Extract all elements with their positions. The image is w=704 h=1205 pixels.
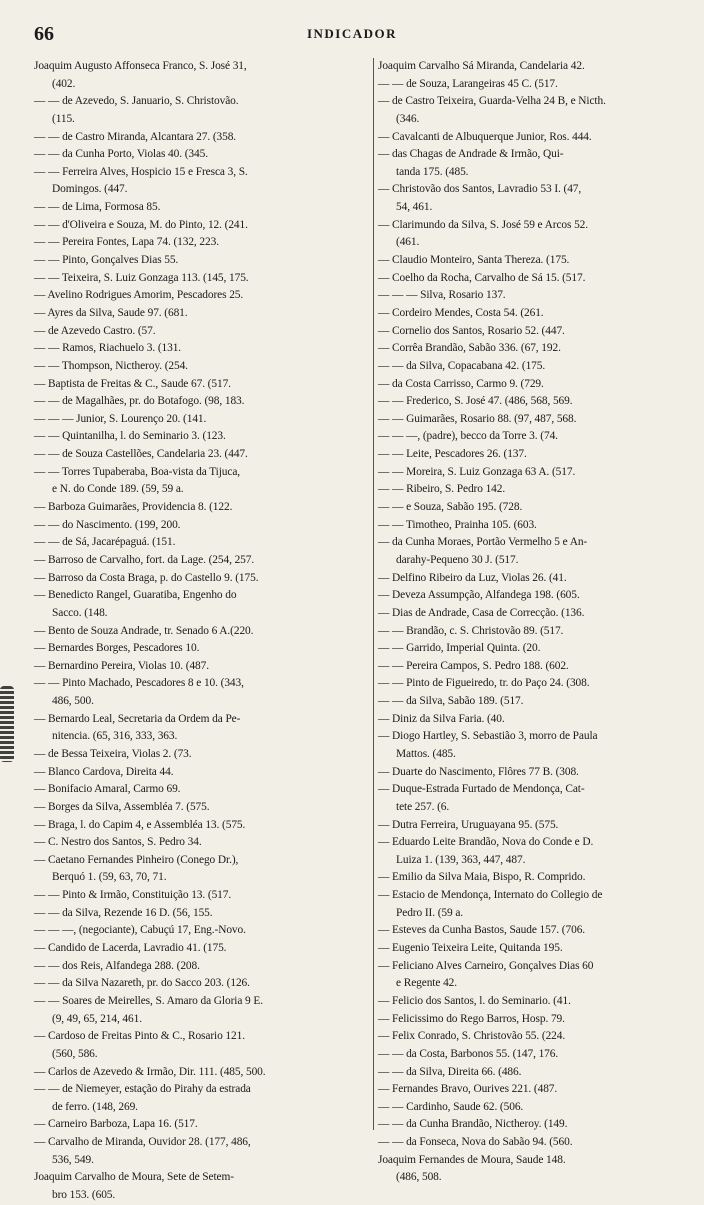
directory-entry-line: (402. (52, 77, 76, 90)
directory-entry-line: — Borges da Silva, Assembléa 7. (575. (34, 800, 210, 813)
left-column (34, 58, 370, 1201)
directory-entry-line: — — — Junior, S. Lourenço 20. (141. (34, 412, 207, 425)
directory-entry-line: Mattos. (485. (396, 747, 456, 760)
directory-entry-line: tete 257. (6. (396, 800, 450, 813)
directory-entry-line: — — Garrido, Imperial Quinta. (20. (378, 642, 541, 655)
directory-entry-line: — — d'Oliveira e Souza, M. do Pinto, 12. (241. (34, 218, 248, 231)
directory-entry-line: — — dos Reis, Alfandega 288. (208. (34, 959, 200, 972)
directory-entry-line: — de Azevedo Castro. (57. (34, 324, 156, 337)
directory-entry-line: nitencia. (65, 316, 333, 363. (52, 730, 178, 743)
directory-entry-line: (461. (396, 236, 420, 249)
directory-entry-line: — da Costa Carrisso, Carmo 9. (729. (378, 377, 544, 390)
directory-entry-line: 486, 500. (52, 695, 94, 708)
directory-entry-line: — de Castro Teixeira, Guarda-Velha 24 B, e Nicth. (378, 95, 606, 108)
directory-entry-line: — Barroso da Costa Braga, p. do Castello 9. (175. (34, 571, 259, 584)
directory-entry-line: — C. Nestro dos Santos, S. Pedro 34. (34, 836, 202, 849)
directory-entry-line: — — Moreira, S. Luiz Gonzaga 63 A. (517. (378, 465, 576, 478)
directory-entry-line: — Dias de Andrade, Casa de Correcção. (136. (378, 606, 585, 619)
directory-entry-line: — Eugenio Teixeira Leite, Quitanda 195. (378, 942, 563, 955)
directory-entry-line: — Barboza Guimarães, Providencia 8. (122. (34, 501, 233, 514)
directory-entry-line: — — Ribeiro, S. Pedro 142. (378, 483, 506, 496)
directory-entry-line: — — da Silva, Sabão 189. (517. (378, 695, 524, 708)
directory-entry-line: — Bento de Souza Andrade, tr. Senado 6 A.(220. (34, 624, 254, 637)
directory-entry-line: — — de Souza Castellões, Candelaria 23. (447. (34, 448, 248, 461)
directory-entry-line: — — de Souza, Larangeiras 45 C. (517. (378, 77, 558, 90)
directory-entry-line: — — da Silva Nazareth, pr. do Sacco 203. (126. (34, 977, 250, 990)
binding-edge-mark (0, 686, 14, 762)
directory-entry-line: — Emilio da Silva Maia, Bispo, R. Comprido. (378, 871, 586, 884)
directory-entry-line: — Caetano Fernandes Pinheiro (Conego Dr.), (34, 853, 239, 866)
directory-entry-line: — Eduardo Leite Brandão, Nova do Conde e D. (378, 836, 594, 849)
directory-entry-line: — — da Silva, Direita 66. (486. (378, 1065, 522, 1078)
directory-entry-line: — — Torres Tupaberaba, Boa-vista da Tijuca, (34, 465, 241, 478)
directory-entry-line: — — Brandão, c. S. Christovão 89. (517. (378, 624, 564, 637)
directory-entry-line: — Cardoso de Freitas Pinto & C., Rosario 121. (34, 1030, 245, 1043)
directory-entry-line: — Felix Conrado, S. Christovão 55. (224. (378, 1030, 566, 1043)
directory-entry-line: — Barroso de Carvalho, fort. da Lage. (254, 257. (34, 553, 255, 566)
directory-entry-line: (115. (52, 112, 75, 125)
directory-entry-line: — — de Magalhães, pr. do Botafogo. (98, 183. (34, 395, 245, 408)
directory-entry-line: 54, 461. (396, 201, 433, 214)
page-title: INDICADOR (306, 26, 398, 41)
directory-entry-line: — — Teixeira, S. Luiz Gonzaga 113. (145, 175. (34, 271, 249, 284)
directory-entry-line: Sacco. (148. (52, 606, 108, 619)
directory-entry-line: Joaquim Augusto Affonseca Franco, S. José 31, (34, 60, 247, 72)
directory-entry-line: — Avelino Rodrigues Amorim, Pescadores 25. (34, 289, 244, 302)
directory-entry-line: — — Leite, Pescadores 26. (137. (378, 448, 527, 461)
directory-entry-line: — Esteves da Cunha Bastos, Saude 157. (706. (378, 924, 586, 937)
directory-entry-line: — — — Silva, Rosario 137. (378, 289, 506, 302)
directory-entry-line: — Carvalho de Miranda, Ouvidor 28. (177, 486, (34, 1136, 251, 1149)
directory-entry-line: Berquó 1. (59, 63, 70, 71. (52, 871, 167, 884)
directory-entry-line: — Baptista de Freitas & C., Saude 67. (517. (34, 377, 231, 390)
directory-entry-line: Joaquim Carvalho de Moura, Sete de Setem- (34, 1171, 234, 1184)
directory-entry-line: — Delfino Ribeiro da Luz, Violas 26. (41. (378, 571, 567, 584)
directory-entry-line: — Bernardino Pereira, Violas 10. (487. (34, 659, 209, 672)
directory-entry-line: — — da Silva, Copacabana 42. (175. (378, 359, 546, 372)
directory-entry-line: — — Pinto Machado, Pescadores 8 e 10. (343, (34, 677, 244, 690)
directory-entry-line: — — Pinto & Irmão, Constituição 13. (517. (34, 889, 232, 902)
directory-entry-line: — Duque-Estrada Furtado de Mendonça, Cat- (378, 783, 585, 796)
directory-entry-line: — — de Castro Miranda, Alcantara 27. (358. (34, 130, 237, 143)
directory-entry-line: — — de Azevedo, S. Januario, S. Christovão. (34, 95, 239, 108)
directory-entry-line: — Coelho da Rocha, Carvalho de Sá 15. (517. (378, 271, 586, 284)
directory-entry-line: — — da Fonseca, Nova do Sabão 94. (560. (378, 1136, 573, 1149)
directory-entry-line: — — de Lima, Formosa 85. (34, 201, 161, 214)
right-column (378, 58, 700, 1184)
directory-entry-line: — Felicio dos Santos, l. do Seminario. (41. (378, 994, 571, 1007)
directory-entry-line: — Claudio Monteiro, Santa Thereza. (175. (378, 254, 570, 267)
directory-entry-line: — Clarimundo da Silva, S. José 59 e Arcos 52. (378, 218, 589, 231)
directory-entry-line: — — Pereira Campos, S. Pedro 188. (602. (378, 659, 569, 672)
directory-entry-line: de ferro. (148, 269. (52, 1100, 138, 1113)
directory-entry-line: — — —, (padre), becco da Torre 3. (74. (378, 430, 558, 443)
directory-entry-line: — Dutra Ferreira, Uruguayana 95. (575. (378, 818, 559, 831)
directory-entry-line: — Duarte do Nascimento, Flôres 77 B. (308. (378, 765, 579, 778)
directory-entry-line: — Corrêa Brandão, Sabão 336. (67, 192. (378, 342, 561, 355)
directory-entry-line: (9, 49, 65, 214, 461. (52, 1012, 142, 1025)
directory-entry-line: — — Timotheo, Prainha 105. (603. (378, 518, 537, 531)
directory-entry-line: — — Ferreira Alves, Hospicio 15 e Fresca 3, S. (34, 165, 248, 178)
directory-entry-line: Domingos. (447. (52, 183, 128, 196)
directory-entry-line: Joaquim Carvalho Sá Miranda, Candelaria 42. (378, 60, 585, 72)
directory-entry-line: — das Chagas de Andrade & Irmão, Qui- (378, 148, 564, 161)
directory-entry-line: — — Thompson, Nictheroy. (254. (34, 359, 188, 372)
directory-entry-line: — Felicissimo do Rego Barros, Hosp. 79. (378, 1012, 565, 1025)
directory-entry-line: — Bernardes Borges, Pescadores 10. (34, 642, 200, 655)
directory-entry-line: (486, 508. (396, 1171, 442, 1184)
directory-entry-line: Luiza 1. (139, 363, 447, 487. (396, 853, 526, 866)
directory-entry-line: — da Cunha Moraes, Portão Vermelho 5 e An- (378, 536, 588, 549)
column-divider (373, 58, 374, 1130)
directory-entry-line: — Carneiro Barboza, Lapa 16. (517. (34, 1118, 198, 1131)
directory-entry-line: e Regente 42. (396, 977, 458, 990)
directory-entry-line: (560, 586. (52, 1047, 98, 1060)
directory-entry-line: — — Ramos, Riachuelo 3. (131. (34, 342, 182, 355)
directory-entry-line: — Bonifacio Amaral, Carmo 69. (34, 783, 181, 796)
directory-entry-line: — — de Niemeyer, estação do Pirahy da estrada (34, 1083, 251, 1096)
page-number: 66 (34, 23, 54, 45)
directory-entry-line: — Braga, l. do Capim 4, e Assembléa 13. (575. (34, 818, 246, 831)
directory-entry-line: — — Pereira Fontes, Lapa 74. (132, 223. (34, 236, 219, 249)
directory-entry-line: — — da Costa, Barbonos 55. (147, 176. (378, 1047, 559, 1060)
directory-entry-line: — — da Silva, Rezende 16 D. (56, 155. (34, 906, 213, 919)
directory-entry-line: — Christovão dos Santos, Lavradio 53 I. (47, (378, 183, 582, 196)
directory-entry-line: — Blanco Cardova, Direita 44. (34, 765, 174, 778)
directory-entry-line: — Diniz da Silva Faria. (40. (378, 712, 505, 725)
directory-entry-line: — — Pinto de Figueiredo, tr. do Paço 24. (308. (378, 677, 590, 690)
directory-entry-line: Pedro II. (59 a. (396, 906, 464, 919)
directory-entry-line: darahy-Pequeno 30 J. (517. (396, 553, 519, 566)
directory-entry-line: — — da Cunha Porto, Violas 40. (345. (34, 148, 208, 161)
directory-entry-line: — — Soares de Meirelles, S. Amaro da Gloria 9 E. (34, 994, 263, 1007)
directory-entry-line: — — Guimarães, Rosario 88. (97, 487, 568. (378, 412, 577, 425)
directory-entry-line: bro 153. (605. (52, 1189, 116, 1201)
directory-entry-line: — — da Cunha Brandão, Nictheroy. (149. (378, 1118, 568, 1131)
directory-entry-line: — Feliciano Alves Carneiro, Gonçalves Dias 60 (378, 959, 594, 972)
directory-entry-line: Joaquim Fernandes de Moura, Saude 148. (378, 1153, 566, 1166)
directory-entry-line: (346. (396, 112, 420, 125)
directory-entry-line: — Diogo Hartley, S. Sebastião 3, morro de Paula (378, 730, 598, 743)
directory-entry-line: — — de Sá, Jacarépaguá. (151. (34, 536, 176, 549)
directory-entry-line: tanda 175. (485. (396, 165, 469, 178)
directory-entry-line: 536, 549. (52, 1153, 94, 1166)
directory-entry-line: — — e Souza, Sabão 195. (728. (378, 501, 523, 514)
directory-entry-line: — — Quintanilha, l. do Seminario 3. (123. (34, 430, 226, 443)
directory-entry-line: — — Cardinho, Saude 62. (506. (378, 1100, 524, 1113)
directory-entry-line: — Ayres da Silva, Saude 97. (681. (34, 306, 188, 319)
directory-entry-line: — Cavalcanti de Albuquerque Junior, Ros. 444. (378, 130, 592, 143)
directory-entry-line: — Benedicto Rangel, Guaratiba, Engenho do (34, 589, 237, 602)
page-header (0, 22, 704, 46)
directory-entry-line: — — Pinto, Gonçalves Dias 55. (34, 254, 179, 267)
directory-entry-line: — — Frederico, S. José 47. (486, 568, 569. (378, 395, 573, 408)
directory-entry-line: — Estacio de Mendonça, Internato do Collegio de (378, 889, 603, 902)
directory-entry-line: — — —, (negociante), Cabuçú 17, Eng.-Novo. (34, 924, 246, 937)
directory-entry-line: — Carlos de Azevedo & Irmão, Dir. 111. (485, 500. (34, 1065, 266, 1078)
directory-entry-line: — Bernardo Leal, Secretaria da Ordem da Pe- (34, 712, 241, 725)
directory-entry-line: — Deveza Assumpção, Alfandega 198. (605. (378, 589, 580, 602)
directory-entry-line: — Cornelio dos Santos, Rosario 52. (447. (378, 324, 565, 337)
directory-entry-line: — Cordeiro Mendes, Costa 54. (261. (378, 306, 544, 319)
directory-entry-line: — Fernandes Bravo, Ourives 221. (487. (378, 1083, 558, 1096)
directory-entry-line: — — do Nascimento. (199, 200. (34, 518, 181, 531)
directory-entry-line: — Candido de Lacerda, Lavradio 41. (175. (34, 942, 227, 955)
directory-entry-line: — de Bessa Teixeira, Violas 2. (73. (34, 747, 192, 760)
directory-entry-line: e N. do Conde 189. (59, 59 a. (52, 483, 184, 496)
